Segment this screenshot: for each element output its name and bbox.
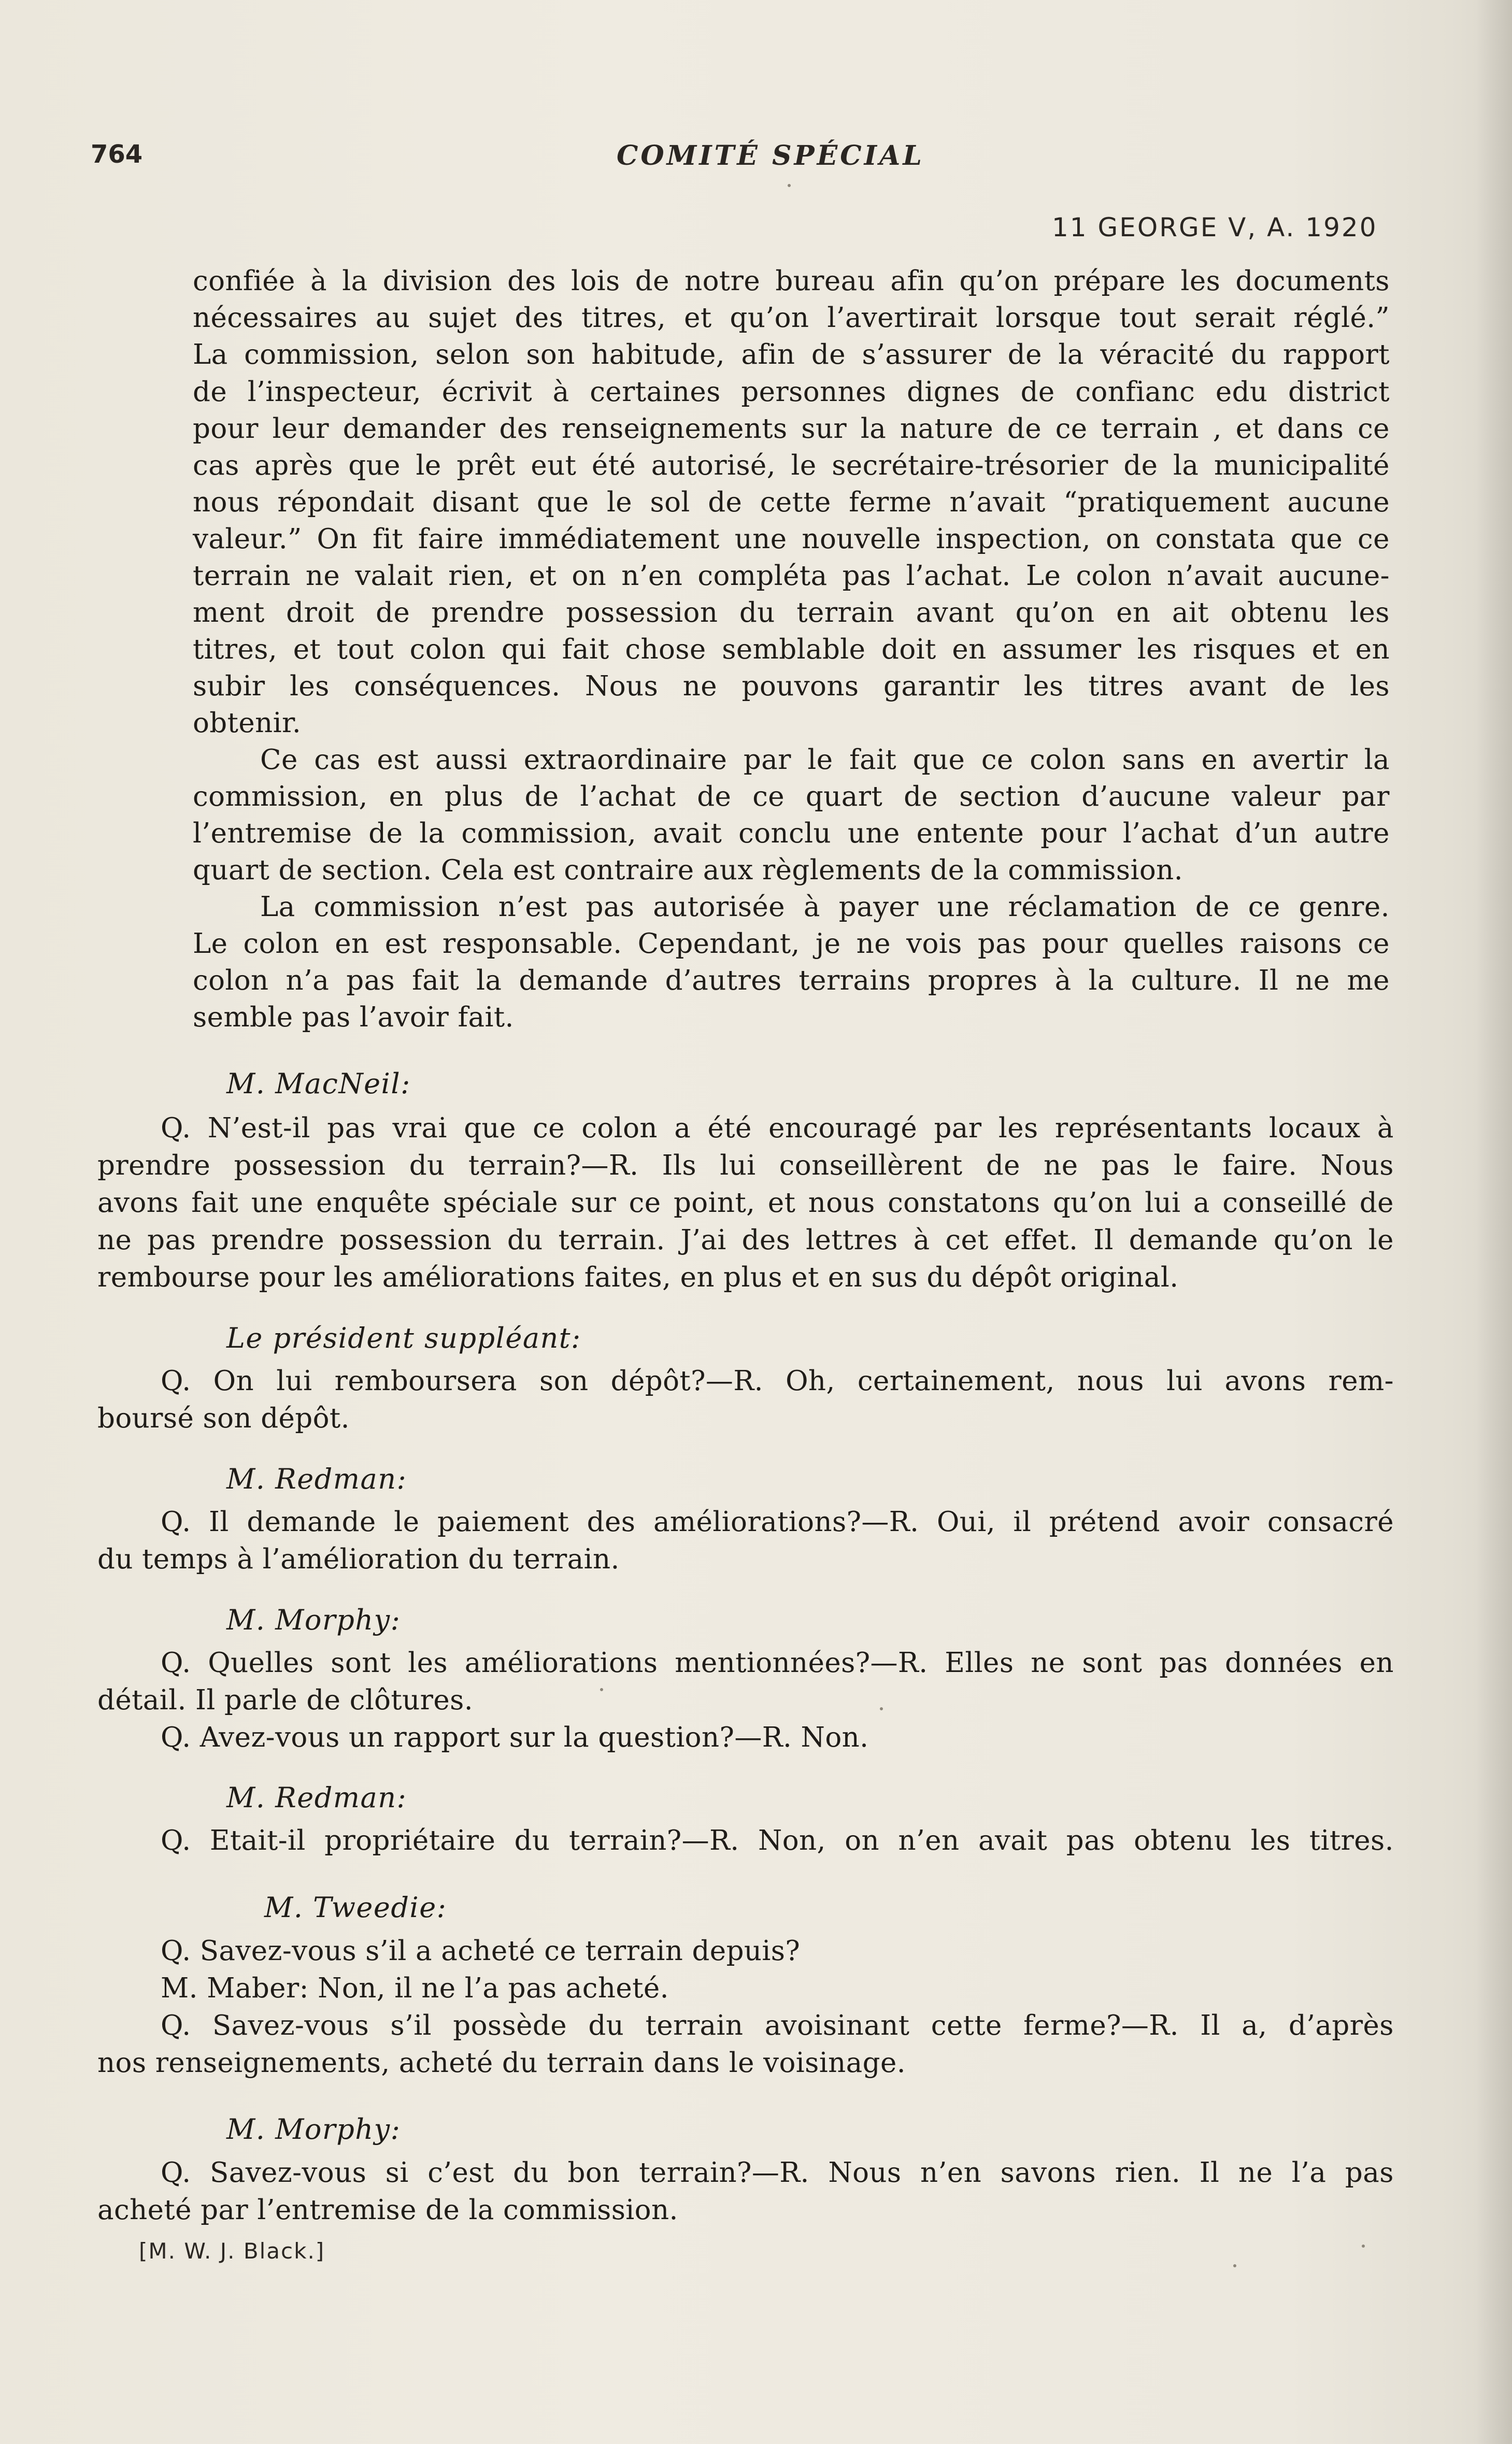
text-line: avons fait une enquête spéciale sur ce point, et nous constatons qu’on lui a conseillé de <box>97 1187 1394 1219</box>
page-number: 764 <box>91 140 143 169</box>
text-line: nous répondait disant que le sol de cette ferme n’avait “pratiquement aucune <box>193 487 1390 518</box>
text-line: pour leur demander des renseignements sur la nature de ce terrain , et dans ce <box>193 413 1390 445</box>
scan-speck <box>600 1688 603 1691</box>
question-line: Q. Avez-vous un rapport sur la question?—R. Non. <box>161 1722 869 1753</box>
speaker-heading: M. Tweedie: <box>264 1891 447 1924</box>
text-line: confiée à la division des lois de notre bureau afin qu’on prépare les documents <box>193 265 1390 297</box>
text-line: ment droit de prendre possession du terrain avant qu’on en ait obtenu les <box>193 597 1390 628</box>
text-line: de l’inspecteur, écrivit à certaines personnes dignes de confianc edu district <box>193 376 1390 408</box>
text-line: cas après que le prêt eut été autorisé, le secrétaire-trésorier de la municipalité <box>193 450 1390 481</box>
running-head: COMITÉ SPÉCIAL <box>617 140 924 171</box>
text-line: quart de section. Cela est contraire aux règlements de la commission. <box>193 854 1183 886</box>
scan-speck <box>1362 2245 1365 2248</box>
question-line: Q. Il demande le paiement des améliorations?—R. Oui, il prétend avoir consacré <box>161 1506 1394 1538</box>
text-line: Ce cas est aussi extraordinaire par le fait que ce colon sans en avertir la <box>260 744 1390 776</box>
text-line: nécessaires au sujet des titres, et qu’on l’avertirait lorsque tout serait réglé.” <box>193 302 1390 334</box>
text-line: valeur.” On fit faire immédiatement une nouvelle inspection, on constata que ce <box>193 523 1390 555</box>
question-line: Q. On lui remboursera son dépôt?—R. Oh, certainement, nous lui avons rem- <box>161 1365 1394 1397</box>
scan-speck <box>1233 2264 1236 2267</box>
session-reference: 11 GEORGE V, A. 1920 <box>1052 212 1378 242</box>
scan-speck <box>880 1707 883 1710</box>
question-line: Q. Savez-vous si c’est du bon terrain?—R. Nous n’en savons rien. Il ne l’a pas <box>161 2157 1394 2189</box>
speaker-heading: M. Redman: <box>226 1781 407 1814</box>
text-line: commission, en plus de l’achat de ce quart de section d’aucune valeur par <box>193 781 1390 812</box>
question-line: Q. Savez-vous s’il a acheté ce terrain depuis? <box>161 1935 801 1967</box>
question-line: Q. N’est-il pas vrai que ce colon a été encouragé par les représentants locaux à <box>161 1112 1394 1144</box>
question-line: Q. Savez-vous s’il possède du terrain avoisinant cette ferme?—R. Il a, d’après <box>161 2010 1394 2041</box>
text-line: titres, et tout colon qui fait chose semblable doit en assumer les risques et en <box>193 634 1390 665</box>
speaker-attribution: [M. W. J. Black.] <box>139 2238 325 2264</box>
text-line: subir les conséquences. Nous ne pouvons garantir les titres avant de les <box>193 670 1390 702</box>
speaker-heading: M. Morphy: <box>226 1604 401 1636</box>
text-line: La commission n’est pas autorisée à payer une réclamation de ce genre. <box>260 891 1390 923</box>
text-line: colon n’a pas fait la demande d’autres terrains propres à la culture. Il ne me <box>193 965 1390 996</box>
speaker-heading: M. MacNeil: <box>226 1067 411 1100</box>
text-line: semble pas l’avoir fait. <box>193 1002 514 1033</box>
text-line: nos renseignements, acheté du terrain dans le voisinage. <box>97 2047 906 2079</box>
text-line: du temps à l’amélioration du terrain. <box>97 1543 620 1575</box>
text-line: l’entremise de la commission, avait conclu une entente pour l’achat d’un autre <box>193 818 1390 849</box>
text-line: M. Maber: Non, il ne l’a pas acheté. <box>161 1973 669 2004</box>
text-line: ne pas prendre possession du terrain. J’ai des lettres à cet effet. Il demande qu’on le <box>97 1224 1394 1256</box>
speaker-heading: M. Redman: <box>226 1463 407 1495</box>
question-line: Q. Etait-il propriétaire du terrain?—R. Non, on n’en avait pas obtenu les titres. <box>161 1825 1394 1856</box>
text-line: La commission, selon son habitude, afin de s’assurer de la véracité du rapport <box>193 339 1390 370</box>
text-line: boursé son dépôt. <box>97 1403 350 1434</box>
text-line: prendre possession du terrain?—R. Ils lui conseillèrent de ne pas le faire. Nous <box>97 1150 1394 1181</box>
speaker-heading: M. Morphy: <box>226 2113 401 2146</box>
text-line: terrain ne valait rien, et on n’en compléta pas l’achat. Le colon n’avait aucune- <box>193 560 1390 592</box>
page-header <box>0 140 1512 181</box>
text-line: acheté par l’entremise de la commission. <box>97 2194 678 2226</box>
speaker-heading: Le président suppléant: <box>226 1322 581 1354</box>
text-line: obtenir. <box>193 707 302 739</box>
page-edge-shadow <box>1476 0 1512 2444</box>
text-line: Le colon en est responsable. Cependant, je ne vois pas pour quelles raisons ce <box>193 928 1390 960</box>
text-line: rembourse pour les améliorations faites, en plus et en sus du dépôt original. <box>97 1262 1179 1293</box>
scan-speck <box>788 184 791 187</box>
text-line: détail. Il parle de clôtures. <box>97 1684 474 1716</box>
question-line: Q. Quelles sont les améliorations mentionnées?—R. Elles ne sont pas données en <box>161 1647 1394 1679</box>
